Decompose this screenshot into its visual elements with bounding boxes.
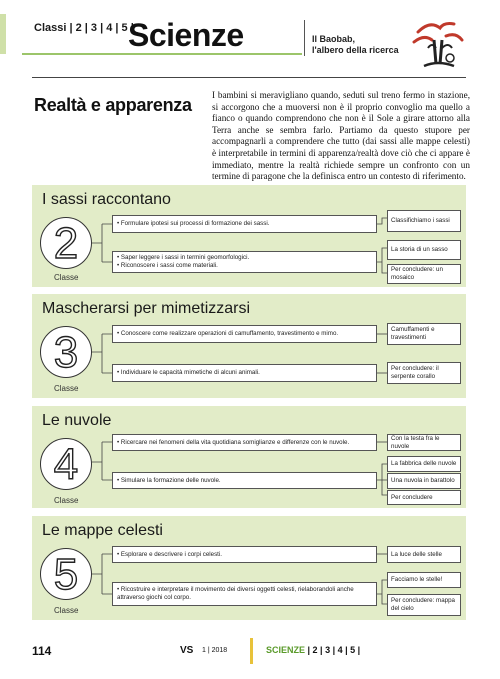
objective-box: • Ricostruire e interpretare il movimento dei diversi oggetti celesti, rielaborandoli anche attraverso giochi col corpo. (112, 582, 377, 606)
class-label: Classe (54, 496, 79, 505)
footer-accent-bar (250, 638, 253, 664)
magazine-issue: 1 | 2018 (202, 647, 228, 654)
activity-box: La luce delle stelle (387, 546, 461, 563)
section-classe-2 (32, 185, 466, 287)
objective-box: • Conoscere come realizzare operazioni di camuffamento, travestimento e mimo. (112, 325, 377, 343)
activity-box: La fabbrica delle nuvole (387, 456, 461, 472)
objective-box: • Esplorare e descrivere i corpi celesti. (112, 546, 377, 563)
activity-box: Con la testa fra le nuvole (387, 434, 461, 451)
activity-box: Facciamo le stelle! (387, 572, 461, 588)
class-number: 4 (53, 440, 79, 489)
baobab-tree-logo-icon (410, 18, 466, 76)
section-classe-5 (32, 516, 466, 620)
intro-title: Realtà e apparenza (34, 95, 192, 115)
header-accent-bar (0, 14, 6, 54)
magazine-brand: VS (180, 645, 194, 656)
activity-box: Per concludere: un mosaico (387, 264, 461, 284)
activity-box: Una nuvola in barattolo (387, 473, 461, 489)
activity-box: Per concludere: il serpente corallo (387, 362, 461, 384)
activity-box: Per concludere: mappa del cielo (387, 594, 461, 616)
section-title: Mascherarsi per mimetizzarsi (42, 300, 251, 317)
section-title: I sassi raccontano (42, 191, 171, 208)
intro-text: I bambini si meravigliano quando, seduti sul treno fermo in stazione, si accorgono che a muoversi non è il proprio convoglio ma quello a fianco o quando comprendono che non è il Sole a girare attorno alla Terra anche se sembra farlo. Partiamo da questo stupore per accompagnarli a comprendere che tutto (dai sassi alle mappe celesti) è interpretabile in termini di apparenza/realtà dove ciò che ci appare è immediato, mentre la realtà richiede sempre un confronto con un termine di paragone che la definisca entro un contesto di riferimento. (212, 90, 470, 182)
class-label: Classe (54, 384, 79, 393)
activity-box: La storia di un sasso (387, 240, 461, 260)
section-classe-4 (32, 406, 466, 508)
page-number: 114 (32, 644, 52, 658)
activity-box: Camuffamenti e travestimenti (387, 323, 461, 345)
objective-box: • Ricercare nei fenomeni della vita quotidiana somiglianze e differenze con le nuvole. (112, 434, 377, 451)
footer-subject: SCIENZE | 2 | 3 | 4 | 5 | (266, 645, 361, 655)
class-label: Classe (54, 273, 79, 282)
class-number: 3 (53, 328, 79, 377)
section-title: Le nuvole (42, 412, 112, 429)
class-number: 5 (53, 550, 79, 599)
class-number: 2 (53, 219, 79, 268)
section-classe-3 (32, 294, 466, 398)
objective-box: • Saper leggere i sassi in termini geomorfologici. • Riconoscere i sassi come materiali. (112, 251, 377, 273)
objective-box: • Individuare le capacità mimetiche di alcuni animali. (112, 364, 377, 382)
section-title: Le mappe celesti (42, 522, 163, 539)
activity-box: Per concludere (387, 490, 461, 505)
objective-box: • Formulare ipotesi sui processi di formazione dei sassi. (112, 215, 377, 233)
header-classes: Classi | 2 | 3 | 4 | 5 | (34, 22, 134, 34)
objective-box: • Simulare la formazione delle nuvole. (112, 472, 377, 489)
header-green-line (22, 53, 302, 55)
header-subtitle: Il Baobab, l'albero della ricerca (312, 34, 399, 55)
class-label: Classe (54, 606, 79, 615)
header-rule (32, 77, 466, 78)
header-divider (304, 20, 305, 56)
page-title: Scienze (128, 17, 244, 53)
activity-box: Classifichiamo i sassi (387, 210, 461, 232)
